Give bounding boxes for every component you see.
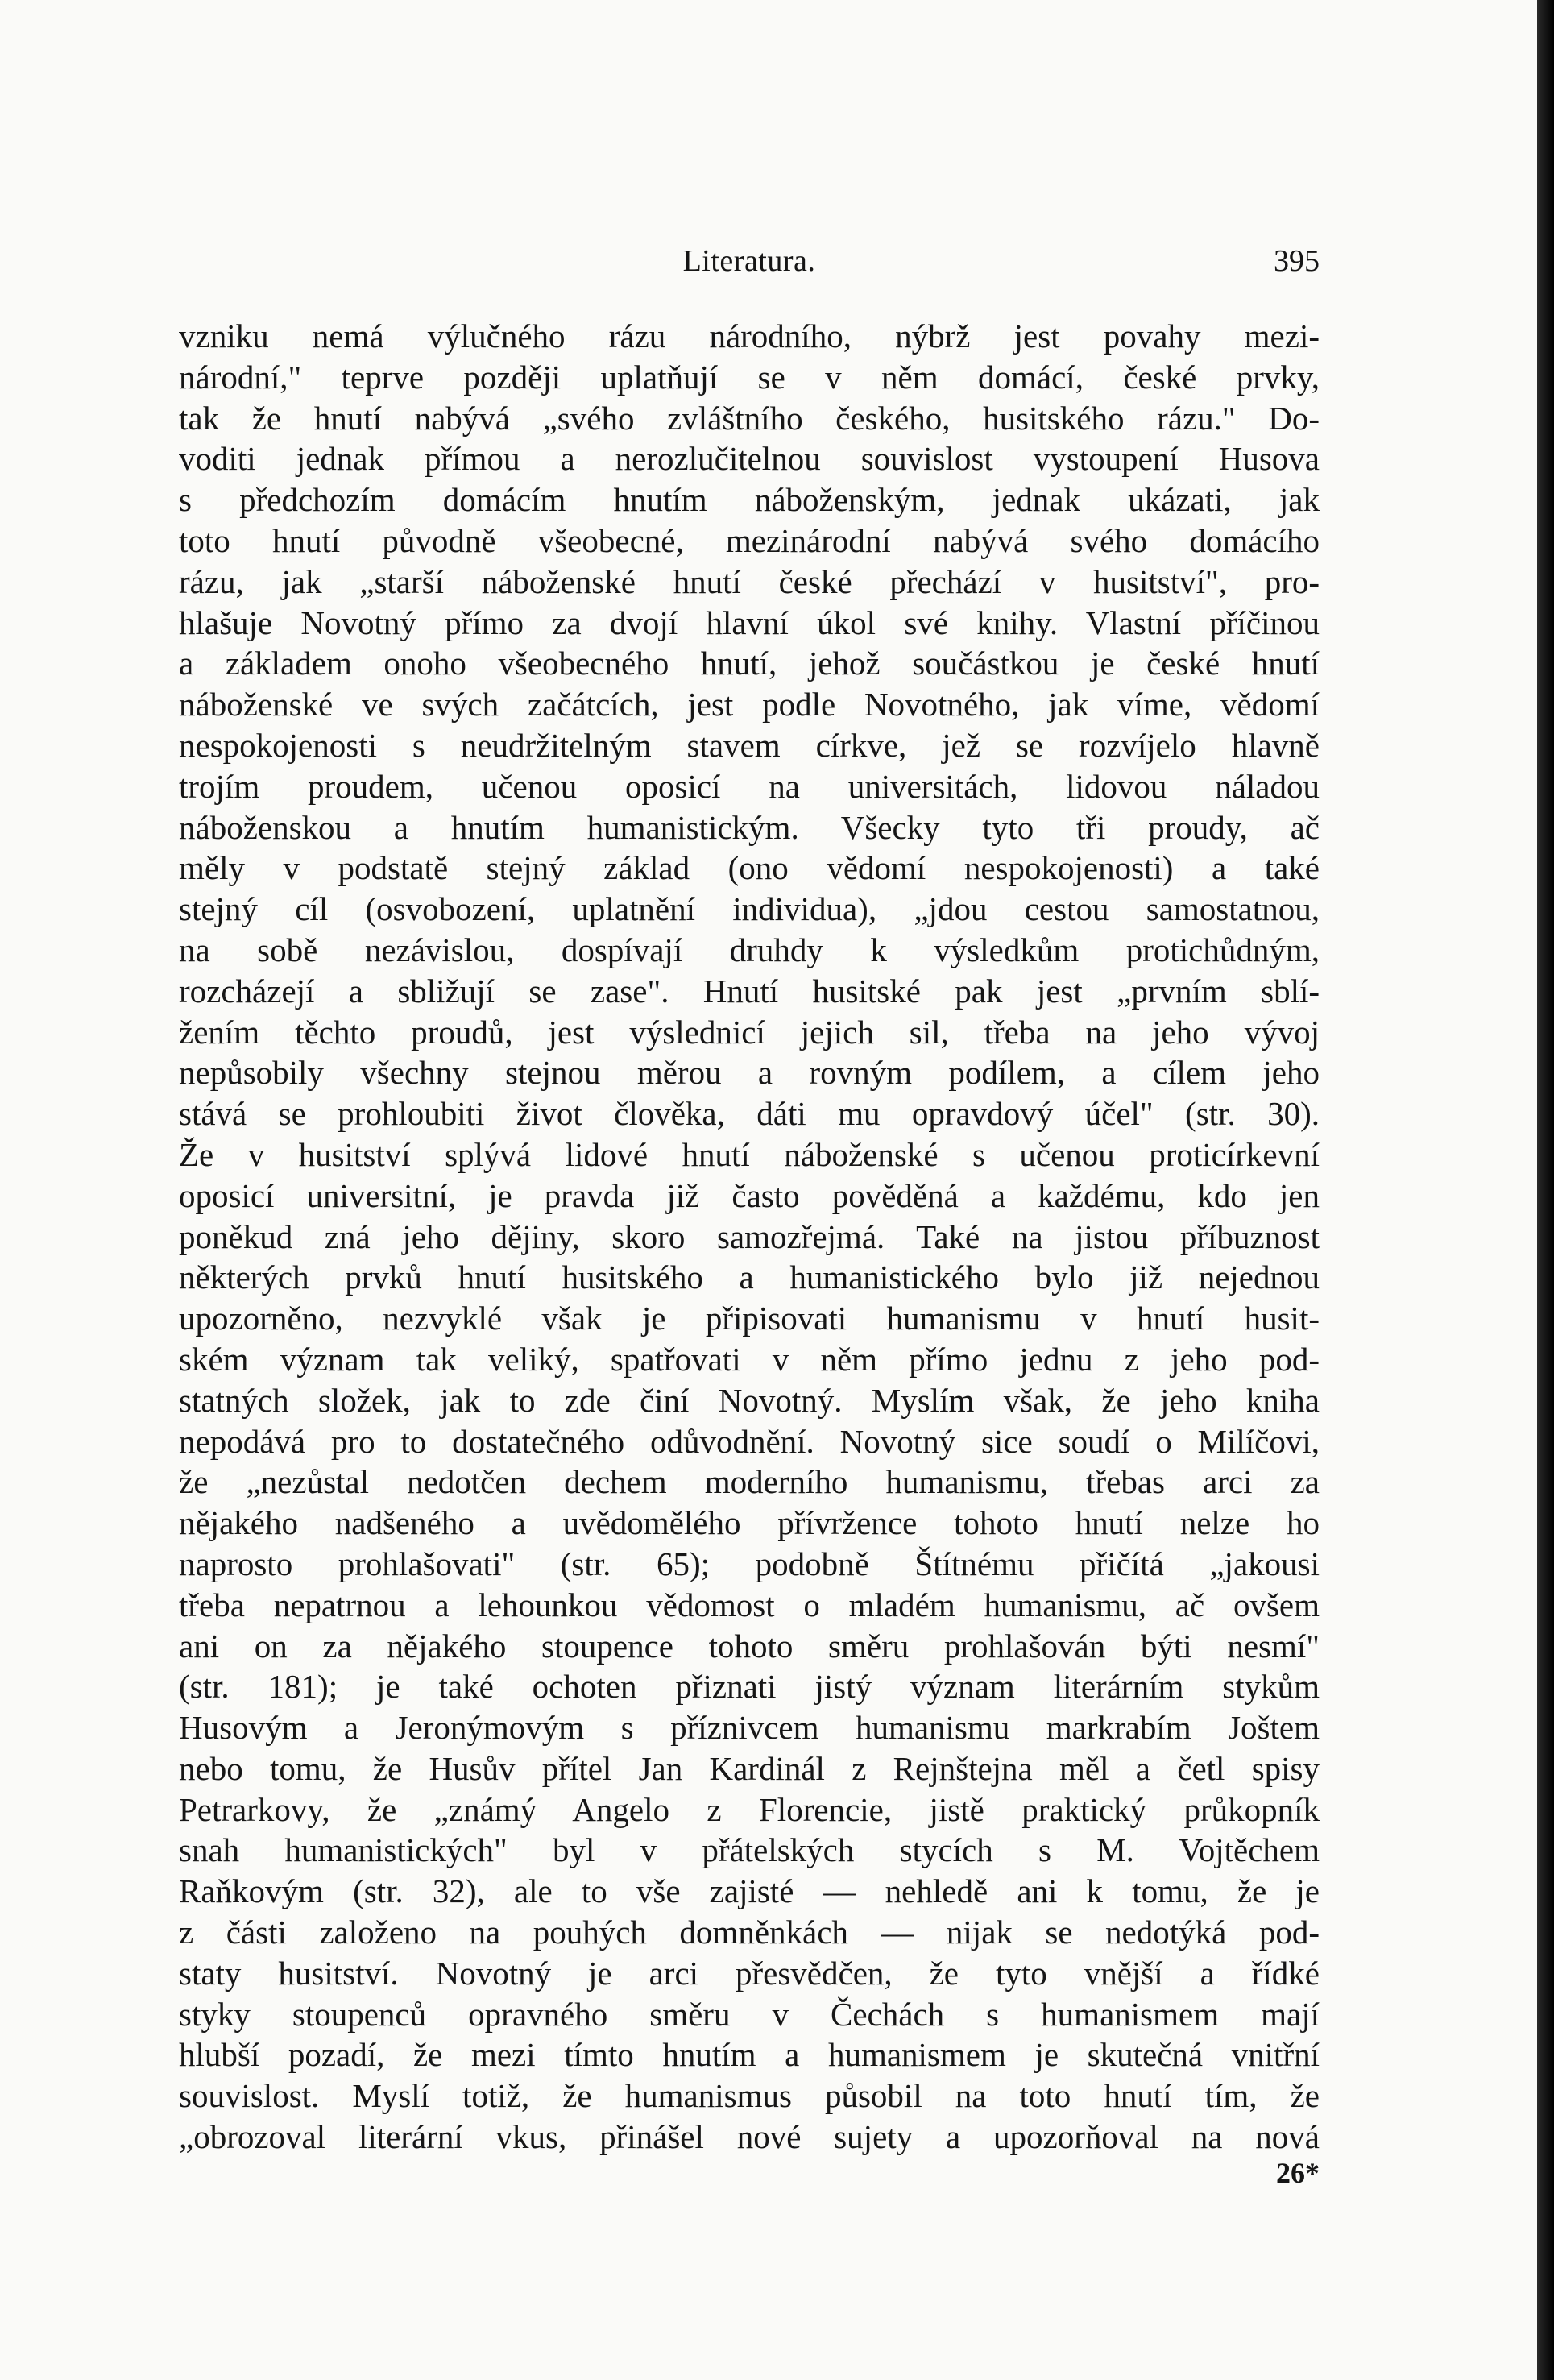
header-title: Literatura. bbox=[682, 244, 816, 278]
text-line: Že v husitství splývá lidové hnutí náboženské s učenou proticírkevní bbox=[179, 1135, 1320, 1173]
text-line: stejný cíl (osvobození, uplatnění individua), „jdou cestou samostatnou, bbox=[179, 890, 1320, 928]
scan-edge-shadow bbox=[1537, 0, 1554, 2380]
text-line: poněkud zná jeho dějiny, skoro samozřejmá. Také na jistou příbuznost bbox=[179, 1217, 1320, 1255]
text-line: hlubší pozadí, že mezi tímto hnutím a humanismem je skutečná vnitřní bbox=[179, 2036, 1320, 2074]
text-line: měly v podstatě stejný základ (ono vědomí nespokojenosti) a také bbox=[179, 849, 1320, 887]
text-line: statných složek, jak to zde činí Novotný. Myslím však, že jeho kniha bbox=[179, 1381, 1320, 1419]
text-line: toto hnutí původně všeobecné, mezinárodní nabývá svého domácího bbox=[179, 521, 1320, 559]
text-line: některých prvků hnutí husitského a humanistického bylo již nejednou bbox=[179, 1258, 1320, 1296]
text-line: třeba nepatrnou a lehounkou vědomost o mladém humanismu, ač ovšem bbox=[179, 1586, 1320, 1623]
text-line: tak že hnutí nabývá „svého zvláštního českého, husitského rázu." Do- bbox=[179, 399, 1320, 437]
text-line: náboženskou a hnutím humanistickým. Všecky tyto tři proudy, ač bbox=[179, 808, 1320, 846]
text-line: národní," teprve později uplatňují se v něm domácí, české prvky, bbox=[179, 358, 1320, 396]
text-line: Husovým a Jeronýmovým s příznivcem humanismu markrabím Joštem bbox=[179, 1709, 1320, 1747]
text-line: „obrozoval literární vkus, přinášel nové sujety a upozorňoval na nová bbox=[179, 2118, 1320, 2156]
text-line: styky stoupenců opravného směru v Čechách s humanismem mají bbox=[179, 1995, 1320, 2033]
text-line: Raňkovým (str. 32), ale to vše zajisté — nehledě ani k tomu, že je bbox=[179, 1872, 1320, 1910]
printer-signature-mark: 26* bbox=[1276, 2157, 1320, 2189]
text-line: naprosto prohlašovati" (str. 65); podobně Štítnému přičítá „jakousi bbox=[179, 1545, 1320, 1582]
text-line: upozorněno, nezvyklé však je připisovati humanismu v hnutí husit- bbox=[179, 1300, 1320, 1337]
text-line: trojím proudem, učenou oposicí na universitách, lidovou náladou bbox=[179, 767, 1320, 805]
text-line: nebo tomu, že Husův přítel Jan Kardinál z Rejnštejna měl a četl spisy bbox=[179, 1749, 1320, 1787]
text-line: souvislost. Myslí totiž, že humanismus působil na toto hnutí tím, že bbox=[179, 2077, 1320, 2115]
text-line: voditi jednak přímou a nerozlučitelnou souvislost vystoupení Husova bbox=[179, 440, 1320, 478]
text-line: nespokojenosti s neudržitelným stavem církve, jež se rozvíjelo hlavně bbox=[179, 726, 1320, 764]
text-line: nepůsobily všechny stejnou měrou a rovným podílem, a cílem jeho bbox=[179, 1054, 1320, 1092]
text-line: náboženské ve svých začátcích, jest podle Novotného, jak víme, vědomí bbox=[179, 686, 1320, 724]
running-header bbox=[179, 243, 1320, 282]
text-line: snah humanistických" byl v přátelských stycích s M. Vojtěchem bbox=[179, 1831, 1320, 1869]
text-line: Petrarkovy, že „známý Angelo z Florencie, jistě praktický průkopník bbox=[179, 1790, 1320, 1828]
text-line: ském význam tak veliký, spatřovati v něm přímo jednu z jeho pod- bbox=[179, 1340, 1320, 1378]
text-line: stává se prohloubiti život člověka, dáti mu opravdový účel" (str. 30). bbox=[179, 1095, 1320, 1133]
text-line: rázu, jak „starší náboženské hnutí české přechází v husitství", pro- bbox=[179, 562, 1320, 600]
text-line: vzniku nemá výlučného rázu národního, nýbrž jest povahy mezi- bbox=[179, 317, 1320, 355]
text-line: (str. 181); je také ochoten přiznati jistý význam literárním stykům bbox=[179, 1668, 1320, 1706]
text-line: s předchozím domácím hnutím náboženským, jednak ukázati, jak bbox=[179, 481, 1320, 519]
text-line: že „nezůstal nedotčen dechem moderního humanismu, třebas arci za bbox=[179, 1463, 1320, 1501]
text-line: rozcházejí a sbližují se zase". Hnutí husitské pak jest „prvním sblí- bbox=[179, 972, 1320, 1010]
body-text bbox=[179, 316, 1320, 2158]
text-line: hlašuje Novotný přímo za dvojí hlavní úkol své knihy. Vlastní příčinou bbox=[179, 603, 1320, 641]
text-line: z části založeno na pouhých domněnkách — nijak se nedotýká pod- bbox=[179, 1914, 1320, 1951]
text-line: nepodává pro to dostatečného odůvodnění. Novotný sice soudí o Milíčovi, bbox=[179, 1422, 1320, 1460]
text-line: a základem onoho všeobecného hnutí, jehož součástkou je české hnutí bbox=[179, 645, 1320, 682]
text-line: oposicí universitní, je pravda již často pověděná a každému, kdo jen bbox=[179, 1176, 1320, 1214]
text-line: nějakého nadšeného a uvědomělého přívržence tohoto hnutí nelze ho bbox=[179, 1504, 1320, 1542]
text-line: staty husitství. Novotný je arci přesvědčen, že tyto vnější a řídké bbox=[179, 1954, 1320, 1992]
text-line: ani on za nějakého stoupence tohoto směru prohlašován býti nesmí" bbox=[179, 1627, 1320, 1665]
page-number: 395 bbox=[1274, 244, 1320, 278]
text-line: žením těchto proudů, jest výslednicí jejich sil, třeba na jeho vývoj bbox=[179, 1013, 1320, 1051]
text-line: na sobě nezávislou, dospívají druhdy k výsledkům protichůdným, bbox=[179, 931, 1320, 968]
